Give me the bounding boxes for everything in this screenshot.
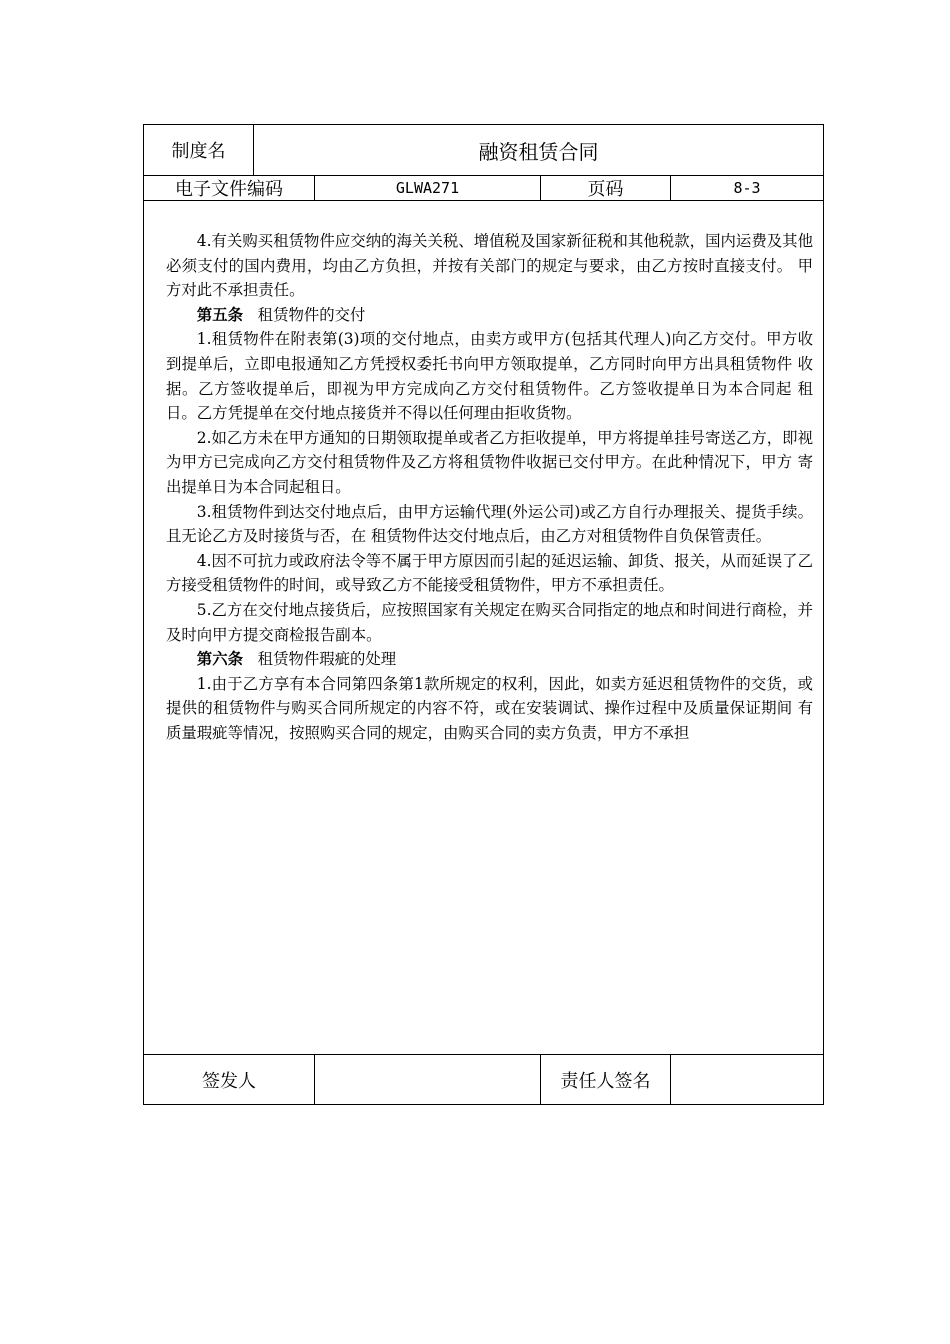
page-value-cell <box>671 176 823 200</box>
article-6-title: 租赁物件瑕疵的处理 <box>257 650 397 669</box>
paragraph-defects-1: 1.由于乙方享有本合同第四条第1款所规定的权利，因此，如卖方延迟租赁物件的交货，或 提供的租赁物件与购买合同所规定的内容不符，或在安装调试、操作过程中及质量保证期间 有质量瑕疵等情况，按照购买合同的规定，由购买合同的卖方负责，甲方不承担 <box>166 674 813 742</box>
title-row <box>144 125 823 176</box>
file-code-label-cell <box>144 176 315 200</box>
responsible-label-cell <box>541 1055 671 1104</box>
page-label-cell <box>541 176 671 200</box>
paragraph-delivery-1: 1.租赁物件在附表第(3)项的交付地点，由卖方或甲方(包括其代理人)向乙方交付。甲方收 到提单后，立即电报通知乙方凭授权委托书向甲方领取提单，乙方同时向甲方出具租赁物件 收据。乙方签收提单后，即视为甲方完成向乙方交付租赁物件。乙方签收提单日为本合同起 租日。乙方凭提单在交付地点接货并不得以任何理由拒收货物。 <box>166 330 813 423</box>
responsible-signature-label: 责任人签名 <box>560 1070 651 1092</box>
paragraph-customs-duties: 4.有关购买租赁物件应交纳的海关关税、增值税及国家新征税和其他税款，国内运费及其他 必须支付的国内费用，均由乙方负担，并按有关部门的规定与要求，由乙方按时直接支付。 甲方对此不承担责任。 <box>166 232 813 300</box>
issuer-signature-field[interactable] <box>315 1055 541 1104</box>
article-6-number: 第六条 <box>196 650 243 669</box>
file-code-value: GLWA271 <box>395 179 460 197</box>
page-label: 页码 <box>587 179 624 200</box>
responsible-signature-field[interactable] <box>671 1055 823 1104</box>
file-code-row <box>144 176 823 201</box>
paragraph-delivery-3: 3.租赁物件到达交付地点后，由甲方运输代理(外运公司)或乙方自行办理报关、提货手续。 且无论乙方及时接货与否，在 租赁物件达交付地点后，由乙方对租赁物件自负保管责任。 <box>166 502 813 546</box>
paragraph-delivery-4: 4.因不可抗力或政府法令等不属于甲方原因而引起的延迟运输、卸货、报关，从而延误了乙 方接受租赁物件的时间，或导致乙方不能接受租赁物件，甲方不承担责任。 <box>166 551 813 595</box>
article-5-number: 第五条 <box>196 305 243 324</box>
signature-row <box>144 1055 823 1104</box>
file-code-label: 电子文件编码 <box>175 179 283 200</box>
article-6-heading <box>166 647 813 672</box>
article-5-heading <box>166 303 813 328</box>
system-name-label: 制度名 <box>171 141 226 162</box>
issuer-label-cell <box>144 1055 315 1104</box>
article-5-title: 租赁物件的交付 <box>257 305 366 324</box>
document-title-cell <box>254 125 823 175</box>
file-code-value-cell <box>315 176 541 200</box>
paragraph-delivery-2: 2.如乙方未在甲方通知的日期领取提单或者乙方拒收提单，甲方将提单挂号寄送乙方，即视 为甲方已完成向乙方交付租赁物件及乙方将租赁物件收据已交付甲方。在此种情况下，甲方 寄出提单日为本合同起租日。 <box>166 428 813 496</box>
page-value: 8-3 <box>733 179 761 197</box>
content-row <box>144 201 823 1055</box>
contract-body <box>166 229 813 745</box>
document-title: 融资租赁合同 <box>478 139 599 164</box>
document-form-table <box>143 124 824 1105</box>
system-name-label-cell <box>144 125 254 175</box>
paragraph-delivery-5: 5.乙方在交付地点接货后，应按照国家有关规定在购买合同指定的地点和时间进行商检，并 及时向甲方提交商检报告副本。 <box>166 600 813 644</box>
issuer-label: 签发人 <box>202 1070 256 1092</box>
